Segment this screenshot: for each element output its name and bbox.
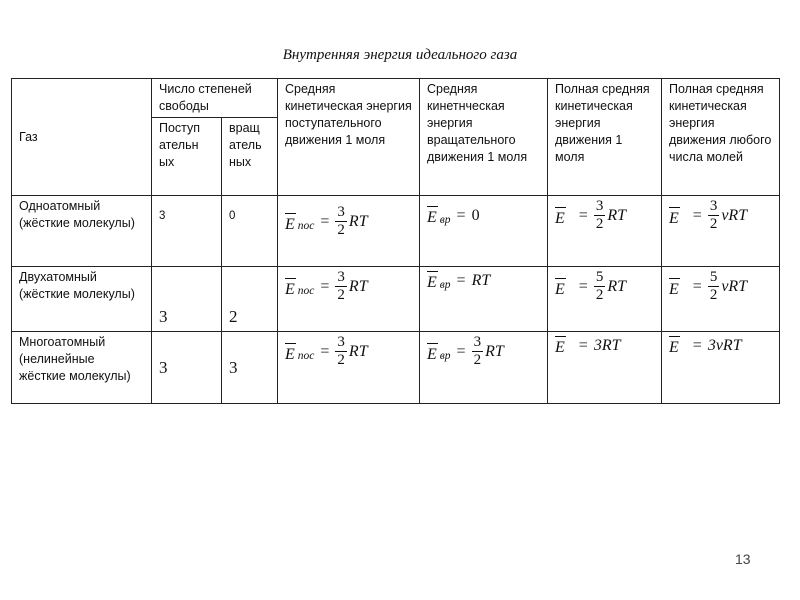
- total-energy-cell: [548, 267, 662, 332]
- equals-sign: =: [578, 207, 588, 224]
- header-avg-rot: Средняя кинетнческая энергия вращательного движения 1 моля: [420, 79, 548, 196]
- header-total-any: Полная средняя кинетическая энергия движения любого числа молей: [662, 79, 780, 196]
- equals-sign: =: [320, 213, 330, 230]
- fraction: [335, 334, 347, 369]
- numerator: 3: [709, 198, 718, 214]
- total-nu-energy-formula: [669, 334, 742, 356]
- dof-rotational: 2: [222, 267, 278, 332]
- total-energy-formula: [555, 269, 626, 304]
- fraction: [335, 204, 347, 239]
- equals-sign: =: [578, 278, 588, 295]
- equals-sign: =: [692, 336, 702, 354]
- rot-energy-formula: [427, 204, 480, 226]
- value-term: 3νRT: [707, 336, 742, 354]
- denominator: 2: [473, 352, 482, 368]
- trans-energy-formula: [285, 204, 368, 239]
- energy-symbol: E: [285, 341, 295, 363]
- table-row: [12, 196, 780, 267]
- denominator: 2: [709, 216, 718, 232]
- rest-term: RT: [348, 278, 368, 295]
- denominator: 2: [595, 287, 604, 303]
- subscript: пос: [297, 285, 315, 297]
- energy-symbol: E: [285, 276, 295, 298]
- header-gas: Газ: [12, 79, 152, 196]
- energy-symbol: E: [427, 269, 437, 291]
- equals-sign: =: [456, 271, 466, 289]
- total-nu-energy-formula: [669, 198, 747, 233]
- equals-sign: =: [320, 278, 330, 295]
- energy-symbol: E: [285, 211, 295, 233]
- numerator: 3: [337, 334, 345, 350]
- total-energy-cell: [548, 196, 662, 267]
- equals-sign: =: [456, 343, 466, 360]
- subscript: вр: [439, 350, 451, 362]
- energy-symbol: E: [555, 205, 565, 227]
- gas-name: Многоатомный (нелинейные жёсткие молекулы): [12, 332, 152, 404]
- equals-sign: =: [692, 207, 702, 224]
- header-row-1: [12, 79, 780, 118]
- total-nu-energy-cell: [662, 196, 780, 267]
- header-degrees: Число степеней свободы: [152, 79, 278, 118]
- header-rotational: вращ атель ных: [222, 118, 278, 196]
- dof-rotational: 0: [222, 196, 278, 267]
- fraction: [472, 334, 484, 369]
- total-energy-formula: [555, 334, 620, 356]
- fraction: [594, 269, 606, 304]
- rest-term: RT: [607, 278, 626, 295]
- rot-energy-cell: [420, 332, 548, 404]
- table-row: [12, 267, 780, 332]
- denominator: 2: [709, 287, 718, 303]
- gas-name: Одноатомный (жёсткие молекулы): [12, 196, 152, 267]
- denominator: 2: [337, 222, 345, 238]
- energy-symbol: E: [427, 204, 437, 226]
- value-term: RT: [471, 271, 491, 289]
- equals-sign: =: [456, 206, 466, 224]
- page-number: 13: [735, 551, 751, 567]
- fraction: [335, 269, 347, 304]
- rot-energy-formula: [427, 334, 504, 369]
- equals-sign: =: [578, 336, 588, 354]
- numerator: 5: [595, 269, 604, 285]
- energy-table: [11, 78, 780, 404]
- energy-symbol: E: [669, 205, 679, 227]
- rest-term: RT: [485, 343, 504, 360]
- header-translational: Поступ ательн ых: [152, 118, 222, 196]
- dof-translational: 3: [152, 267, 222, 332]
- value-term: 3RT: [593, 336, 621, 354]
- rot-energy-formula: [427, 269, 490, 291]
- subscript: пос: [297, 350, 315, 362]
- dof-translational: 3: [152, 332, 222, 404]
- subscript: пос: [297, 220, 315, 232]
- rest-term: νRT: [721, 207, 748, 224]
- numerator: 3: [337, 269, 345, 285]
- total-energy-cell: [548, 332, 662, 404]
- fraction: [708, 269, 720, 304]
- denominator: 2: [595, 216, 604, 232]
- trans-energy-formula: [285, 269, 368, 304]
- trans-energy-cell: [278, 332, 420, 404]
- subscript: вр: [439, 278, 451, 291]
- numerator: 3: [473, 334, 482, 350]
- rot-energy-cell: [420, 267, 548, 332]
- header-total-1mol: Полная средняя кинетическая энергия движения 1 моля: [548, 79, 662, 196]
- denominator: 2: [337, 352, 345, 368]
- rest-term: RT: [348, 213, 368, 230]
- equals-sign: =: [320, 343, 330, 360]
- rest-term: RT: [348, 343, 368, 360]
- numerator: 3: [337, 204, 345, 220]
- energy-symbol: E: [669, 334, 679, 356]
- dof-translational: 3: [152, 196, 222, 267]
- header-avg-trans: Средняя кинетическая энергия поступательного движения 1 моля: [278, 79, 420, 196]
- denominator: 2: [337, 287, 345, 303]
- total-energy-formula: [555, 198, 626, 233]
- dof-rotational: 3: [222, 332, 278, 404]
- numerator: 3: [595, 198, 604, 214]
- page-title: Внутренняя энергия идеального газа: [282, 47, 518, 63]
- rest-term: νRT: [721, 278, 748, 295]
- value-term: 0: [471, 206, 480, 224]
- subscript: вр: [439, 213, 451, 226]
- rest-term: RT: [607, 207, 626, 224]
- equals-sign: =: [692, 278, 702, 295]
- gas-name: Двухатомный (жёсткие молекулы): [12, 267, 152, 332]
- fraction: [708, 198, 720, 233]
- table-row: [12, 332, 780, 404]
- energy-symbol: E: [555, 276, 565, 298]
- trans-energy-formula: [285, 334, 368, 369]
- total-nu-energy-cell: [662, 332, 780, 404]
- total-nu-energy-cell: [662, 267, 780, 332]
- rot-energy-cell: [420, 196, 548, 267]
- energy-symbol: E: [555, 334, 565, 356]
- numerator: 5: [709, 269, 718, 285]
- fraction: [594, 198, 606, 233]
- energy-symbol: E: [669, 276, 679, 298]
- trans-energy-cell: [278, 196, 420, 267]
- trans-energy-cell: [278, 267, 420, 332]
- total-nu-energy-formula: [669, 269, 747, 304]
- energy-symbol: E: [427, 341, 437, 363]
